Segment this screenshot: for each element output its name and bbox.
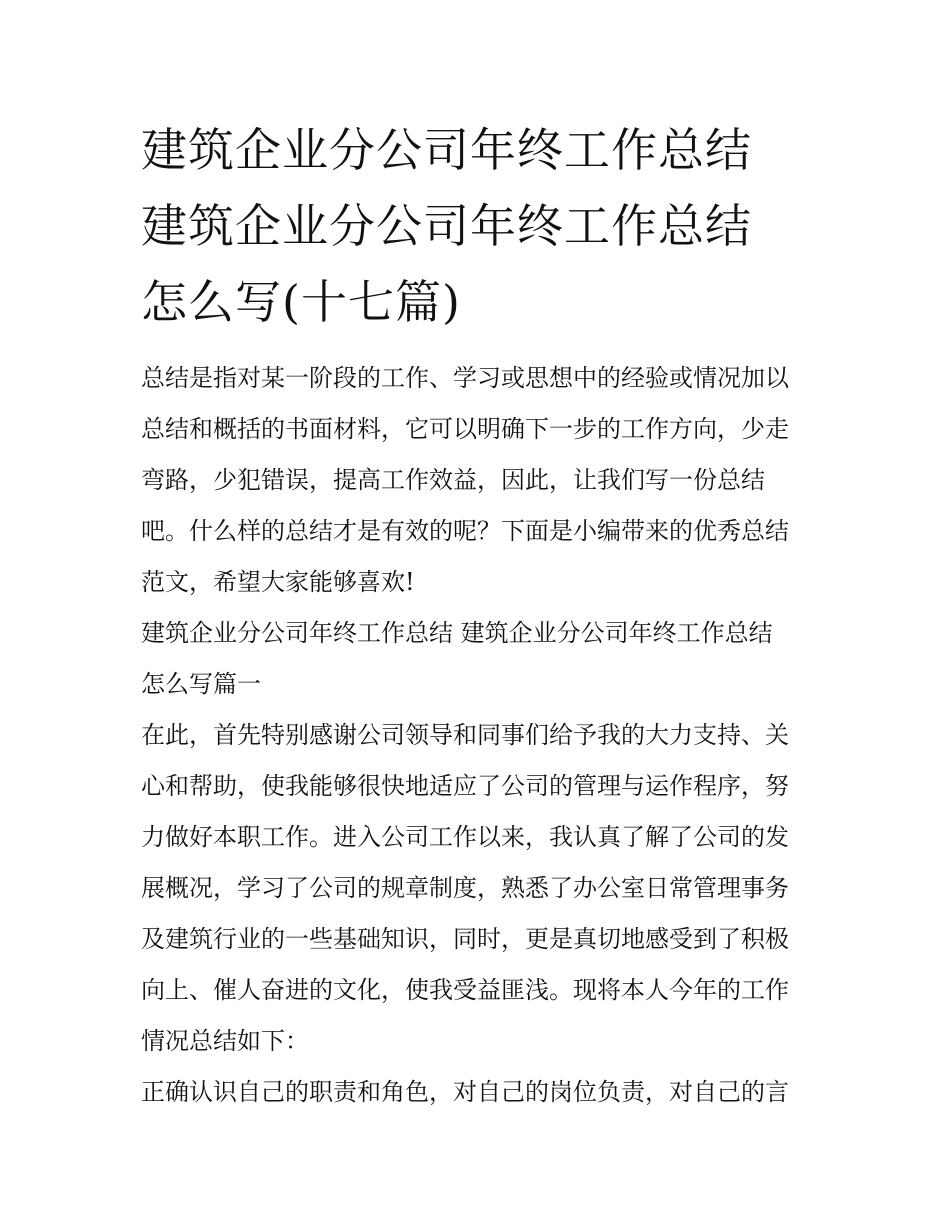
text-line: 力做好本职工作。进入公司工作以来，我认真了解了公司的发 <box>141 823 789 851</box>
text-line: 情况总结如下： <box>141 1027 309 1055</box>
text-line: 吧。什么样的总结才是有效的呢？下面是小编带来的优秀总结 <box>141 517 789 545</box>
title-line: 建筑企业分公司年终工作总结 <box>141 199 752 253</box>
text-line: 总结是指对某一阶段的工作、学习或思想中的经验或情况加以 <box>141 364 789 392</box>
title-line: 怎么写(十七篇) <box>141 275 461 329</box>
text-line: 在此，首先特别感谢公司领导和同事们给予我的大力支持、关 <box>141 721 789 749</box>
document-title <box>141 112 821 340</box>
section-heading <box>141 608 821 710</box>
body-paragraph <box>141 710 821 1067</box>
text-line: 心和帮助，使我能够很快地适应了公司的管理与运作程序，努 <box>141 772 789 800</box>
text-line: 正确认识自己的职责和角色，对自己的岗位负责，对自己的言 <box>141 1078 789 1106</box>
text-line: 怎么写篇一 <box>141 670 261 698</box>
text-line: 弯路，少犯错误，提高工作效益，因此，让我们写一份总结 <box>141 466 765 494</box>
text-line: 展概况，学习了公司的规章制度，熟悉了办公室日常管理事务 <box>141 874 789 902</box>
text-line: 及建筑行业的一些基础知识，同时，更是真切地感受到了积极 <box>141 925 789 953</box>
intro-paragraph <box>141 353 821 608</box>
text-line: 向上、催人奋进的文化，使我受益匪浅。现将本人今年的工作 <box>141 976 789 1004</box>
text-line: 总结和概括的书面材料，它可以明确下一步的工作方向，少走 <box>141 415 789 443</box>
title-line: 建筑企业分公司年终工作总结 <box>141 123 752 177</box>
text-line: 范文，希望大家能够喜欢! <box>141 568 415 596</box>
body-paragraph <box>141 1067 821 1118</box>
text-line: 建筑企业分公司年终工作总结 建筑企业分公司年终工作总结 <box>141 619 773 647</box>
